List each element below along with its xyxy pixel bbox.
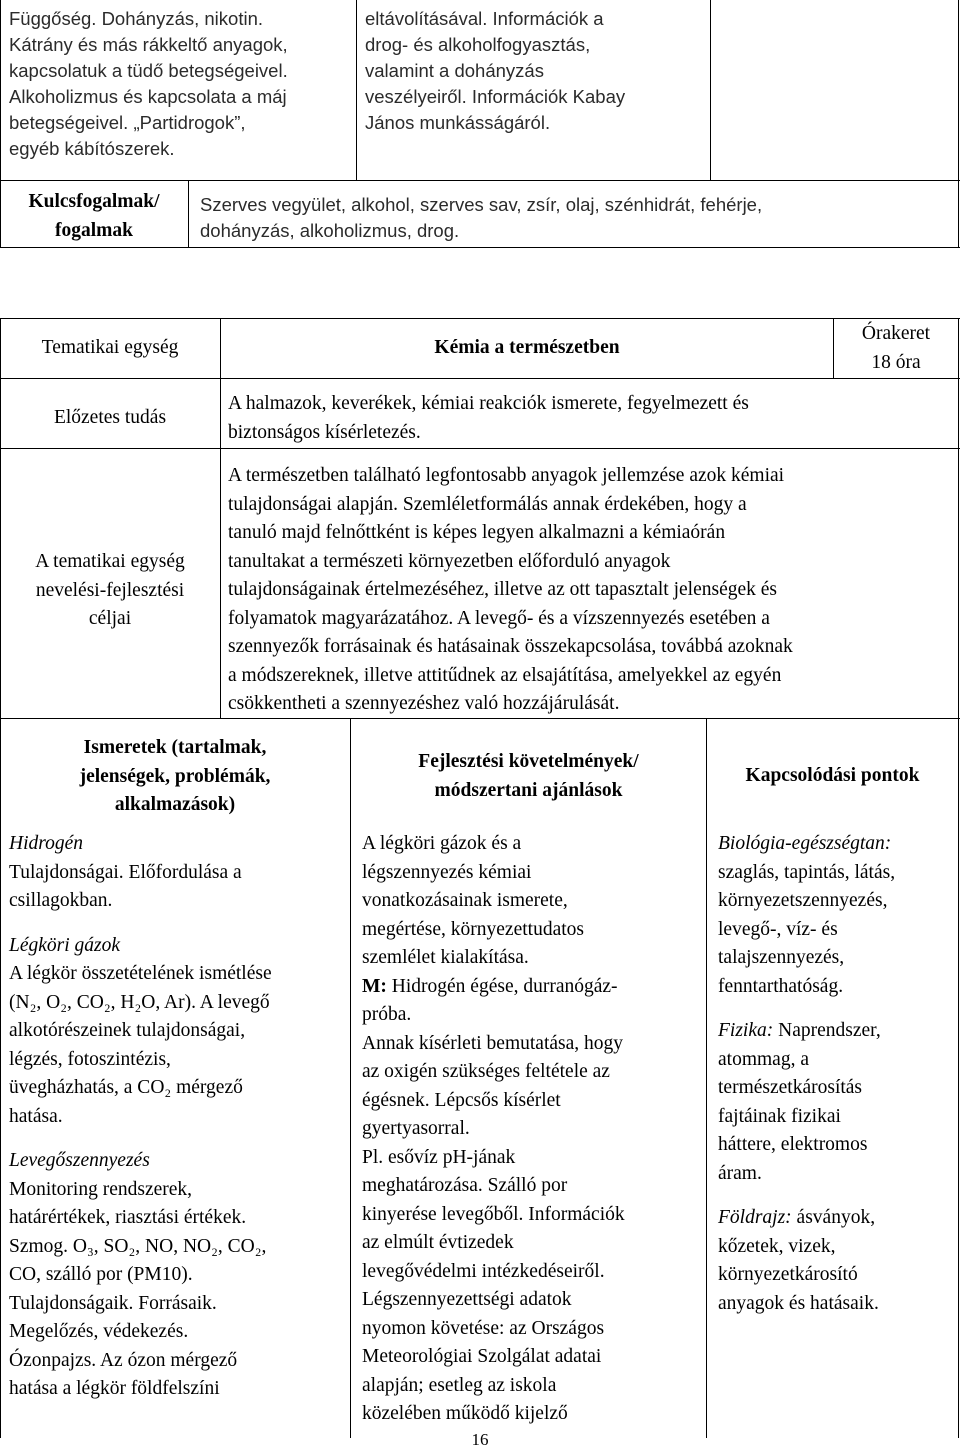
section-heading-atmospheric-gases: Légköri gázok (9, 934, 121, 956)
col2-line: légszennyezés kémiai (362, 861, 532, 883)
key-text-line: Szerves vegyület, alkohol, szerves sav, zsír, olaj, szénhidrát, fehérje, (200, 194, 763, 215)
top-left-line: kapcsolatuk a tüdő betegségeivel. (9, 60, 288, 81)
col1-line: határértékek, riasztási értékek. (9, 1207, 247, 1228)
main-table-line-col2 (706, 718, 707, 1438)
col2-line: próba. (362, 1004, 412, 1025)
col2-line: Légszennyezettségi adatok (362, 1289, 572, 1310)
col1-line: csillagokban. (9, 890, 113, 911)
prior-line: A halmazok, keverékek, kémiai reakciók ismerete, fegyelmezett és (228, 393, 749, 414)
goals-label-line: céljai (88, 608, 132, 629)
col2-line: meghatározása. Szálló por (362, 1175, 568, 1196)
goals-line: tanultakat a természeti környezetben előforduló anyagok (228, 550, 671, 572)
link-geography-first: ásványok, (791, 1207, 876, 1228)
col2-line: nyomon követése: az Országos (362, 1317, 605, 1339)
top-left-cell (9, 6, 288, 162)
top-left-line: Kátrány és más rákkeltő anyagok, (9, 34, 288, 55)
col3-content (718, 830, 895, 1318)
col1-line: Monitoring rendszerek, (9, 1178, 193, 1200)
goals-line: szennyezők forrásainak és hatásainak összekapcsolása, továbbá azoknak (228, 636, 793, 657)
col1-line: légzés, fotoszintézis, (9, 1048, 171, 1070)
top-table-line-h1 (0, 180, 960, 181)
col3-line: szaglás, tapintás, látás, (718, 861, 896, 883)
goals-line: A természetben található legfontosabb anyagok jellemzése azok kémiai (228, 465, 785, 486)
col2-line: kinyerése levegőből. Információk (362, 1203, 625, 1225)
goals-line: tulajdonságainak értelmezéséhez, illetve az ott tapasztalt jelenségek és (228, 579, 777, 600)
col3-line: környezetszennyezés, (718, 890, 888, 911)
goals-label-line: nevelési-fejlesztési (35, 579, 185, 601)
col3-line: atommag, a (718, 1048, 809, 1070)
col2-line: levegővédelmi intézkedéseiről. (362, 1260, 605, 1282)
top-left-line: betegségeivel. „Partidrogok”, (9, 112, 246, 133)
col2-line: égésnek. Lépcsős kísérlet (362, 1089, 561, 1111)
prior-text (228, 390, 749, 447)
col1-line: üvegházhatás, a CO₂ mérgező (9, 1077, 243, 1098)
col2-line: Meteorológiai Szolgálat adatai (362, 1346, 602, 1367)
key-concepts-text (200, 192, 762, 244)
col1-header-line: Ismeretek (tartalmak, (83, 737, 267, 758)
col3-line: kőzetek, vizek, (718, 1235, 836, 1257)
key-label-line: Kulcsfogalmak/ (28, 191, 160, 212)
hours-cell (834, 320, 958, 377)
col1-line: A légkör összetételének ismétlése (9, 963, 272, 984)
col2-header-line: Fejlesztési követelmények/ (418, 751, 639, 772)
col1-line: Tulajdonságaik. Forrásaik. (9, 1292, 217, 1314)
col3-header: Kapcsolódási pontok (745, 765, 920, 786)
col2-line: Pl. esővíz pH-jának (362, 1146, 516, 1168)
link-geography-line (718, 1204, 895, 1233)
main-table-line-h-prior (0, 448, 960, 449)
col1-header-line: jelenségek, problémák, (79, 765, 271, 787)
goals-label-line: A tematikai egység (35, 551, 185, 572)
col2-line: szemlélet kialakítása. (362, 947, 529, 968)
col1-content (9, 830, 272, 1404)
col2-line: vonatkozásainak ismerete, (362, 890, 568, 911)
top-left-line: Függőség. Dohányzás, nikotin. (9, 8, 264, 29)
col1-header-line: alkalmazások) (114, 794, 236, 815)
col2-line: alapján; esetleg az iskola (362, 1374, 557, 1396)
link-geography-label: Földrajz: (718, 1207, 792, 1228)
col1-header (0, 734, 350, 820)
col3-line: környezetkárosító (718, 1264, 858, 1285)
hours-value: 18 óra (871, 351, 921, 373)
col3-line: talajszennyezés, (718, 947, 845, 968)
col2-line: közelében működő kijelző (362, 1403, 568, 1424)
col1-line: Szmog. O₃, SO₂, NO, NO₂, CO₂, (9, 1235, 267, 1257)
top-mid-line: János munkásságáról. (365, 112, 551, 133)
col2-line: A légköri gázok és a (362, 833, 522, 854)
goals-text (228, 462, 793, 719)
top-mid-line: veszélyeiről. Információk Kabay (365, 86, 626, 107)
col1-line: hatása a légkör földfelszíni (9, 1378, 220, 1399)
col3-line: természetkárosítás (718, 1077, 863, 1098)
section-heading-air-pollution: Levegőszennyezés (9, 1150, 150, 1171)
col2-line: Annak kísérleti bemutatása, hogy (362, 1032, 624, 1054)
top-table-line-v1 (356, 0, 357, 181)
col1-line: (N₂, O₂, CO₂, H₂O, Ar). A levegő (9, 991, 270, 1013)
col3-line: levegő-, víz- és (718, 918, 838, 940)
col1-line: alkotórészeinek tulajdonságai, (9, 1020, 246, 1041)
main-table-line-h-unit (0, 378, 960, 379)
link-physics-first: Naprendszer, (773, 1020, 881, 1041)
goals-line: folyamatok magyarázatához. A levegő- és a vízszennyezés esetében a (228, 607, 770, 629)
top-left-line: Alkoholizmus és kapcsolata a máj (9, 86, 287, 107)
prior-label: Előzetes tudás (53, 407, 167, 428)
link-physics-line (718, 1017, 895, 1046)
top-mid-line: drog- és alkoholfogyasztás, (365, 34, 591, 55)
col2-line: az elmúlt évtizedek (362, 1232, 514, 1253)
col3-line: fenntarthatóság. (718, 975, 844, 997)
top-mid-line: valamint a dohányzás (365, 60, 544, 81)
col1-line: Tulajdonságai. Előfordulása a (9, 861, 242, 883)
col2-header-line: módszertani ajánlások (434, 779, 623, 801)
top-mid-cell (365, 6, 625, 136)
top-table-line-right (958, 0, 959, 248)
main-table-line-label-col (220, 318, 221, 719)
col2-content (362, 830, 625, 1429)
goals-line: tulajdonságai alapján. Szemléletformálás annak érdekében, hogy a (228, 493, 747, 515)
main-table-line-right (958, 318, 959, 1438)
top-table-line-h2 (0, 247, 960, 248)
link-biology-label: Biológia-egészségtan: (718, 833, 892, 854)
goals-line: tanuló majd felnőttként is képes legyen alkalmazni a kémiaórán (228, 522, 726, 543)
col2-line: megértése, környezettudatos (362, 918, 584, 940)
goals-line: csökkentheti a szennyezéshez való hozzájárulását. (228, 693, 620, 714)
col1-line: Megelőzés, védekezés. (9, 1321, 189, 1342)
col2-line: gyertyasorral. (362, 1118, 470, 1139)
top-left-line: egyéb kábítószerek. (9, 138, 175, 159)
main-table-line-left (0, 318, 1, 1438)
col2-header (351, 748, 706, 805)
unit-label: Tematikai egység (41, 337, 179, 358)
col2-m-text: Hidrogén égése, durranógáz- (386, 975, 618, 997)
col1-line: CO, szálló por (PM10). (9, 1264, 193, 1285)
col3-line: háttere, elektromos (718, 1134, 868, 1155)
main-table-line-top (0, 318, 960, 319)
col3-line: áram. (718, 1162, 762, 1184)
col1-line: hatása. (9, 1105, 63, 1127)
goals-line: a módszereknek, illetve attitűdnek az elsajátítása, amelyekkel az egyén (228, 664, 782, 686)
link-physics-label: Fizika: (718, 1020, 774, 1041)
col2-m-line (362, 973, 625, 1002)
col3-line: anyagok és hatásaik. (718, 1292, 879, 1314)
col2-line: az oxigén szükséges feltétele az (362, 1061, 610, 1082)
top-table-line-v3 (188, 180, 189, 248)
key-label-line: fogalmak (55, 219, 133, 241)
top-mid-line: eltávolításával. Információk a (365, 8, 604, 29)
page-number: 16 (471, 1430, 489, 1449)
main-table-line-col1 (350, 718, 351, 1438)
section-heading-hydrogen: Hidrogén (9, 833, 84, 854)
top-table-line-v2 (710, 0, 711, 181)
col1-line: Ózonpajzs. Az ózon mérgező (9, 1349, 238, 1371)
unit-title: Kémia a természetben (434, 337, 620, 358)
goals-label (0, 548, 220, 634)
key-concepts-label (0, 188, 188, 245)
hours-label: Órakeret (861, 323, 931, 344)
prior-line: biztonságos kísérletezés. (228, 421, 421, 443)
key-text-line: dohányzás, alkoholizmus, drog. (200, 220, 460, 241)
col2-m-label: M: (362, 975, 387, 997)
col3-line: fajtáinak fizikai (718, 1105, 841, 1127)
